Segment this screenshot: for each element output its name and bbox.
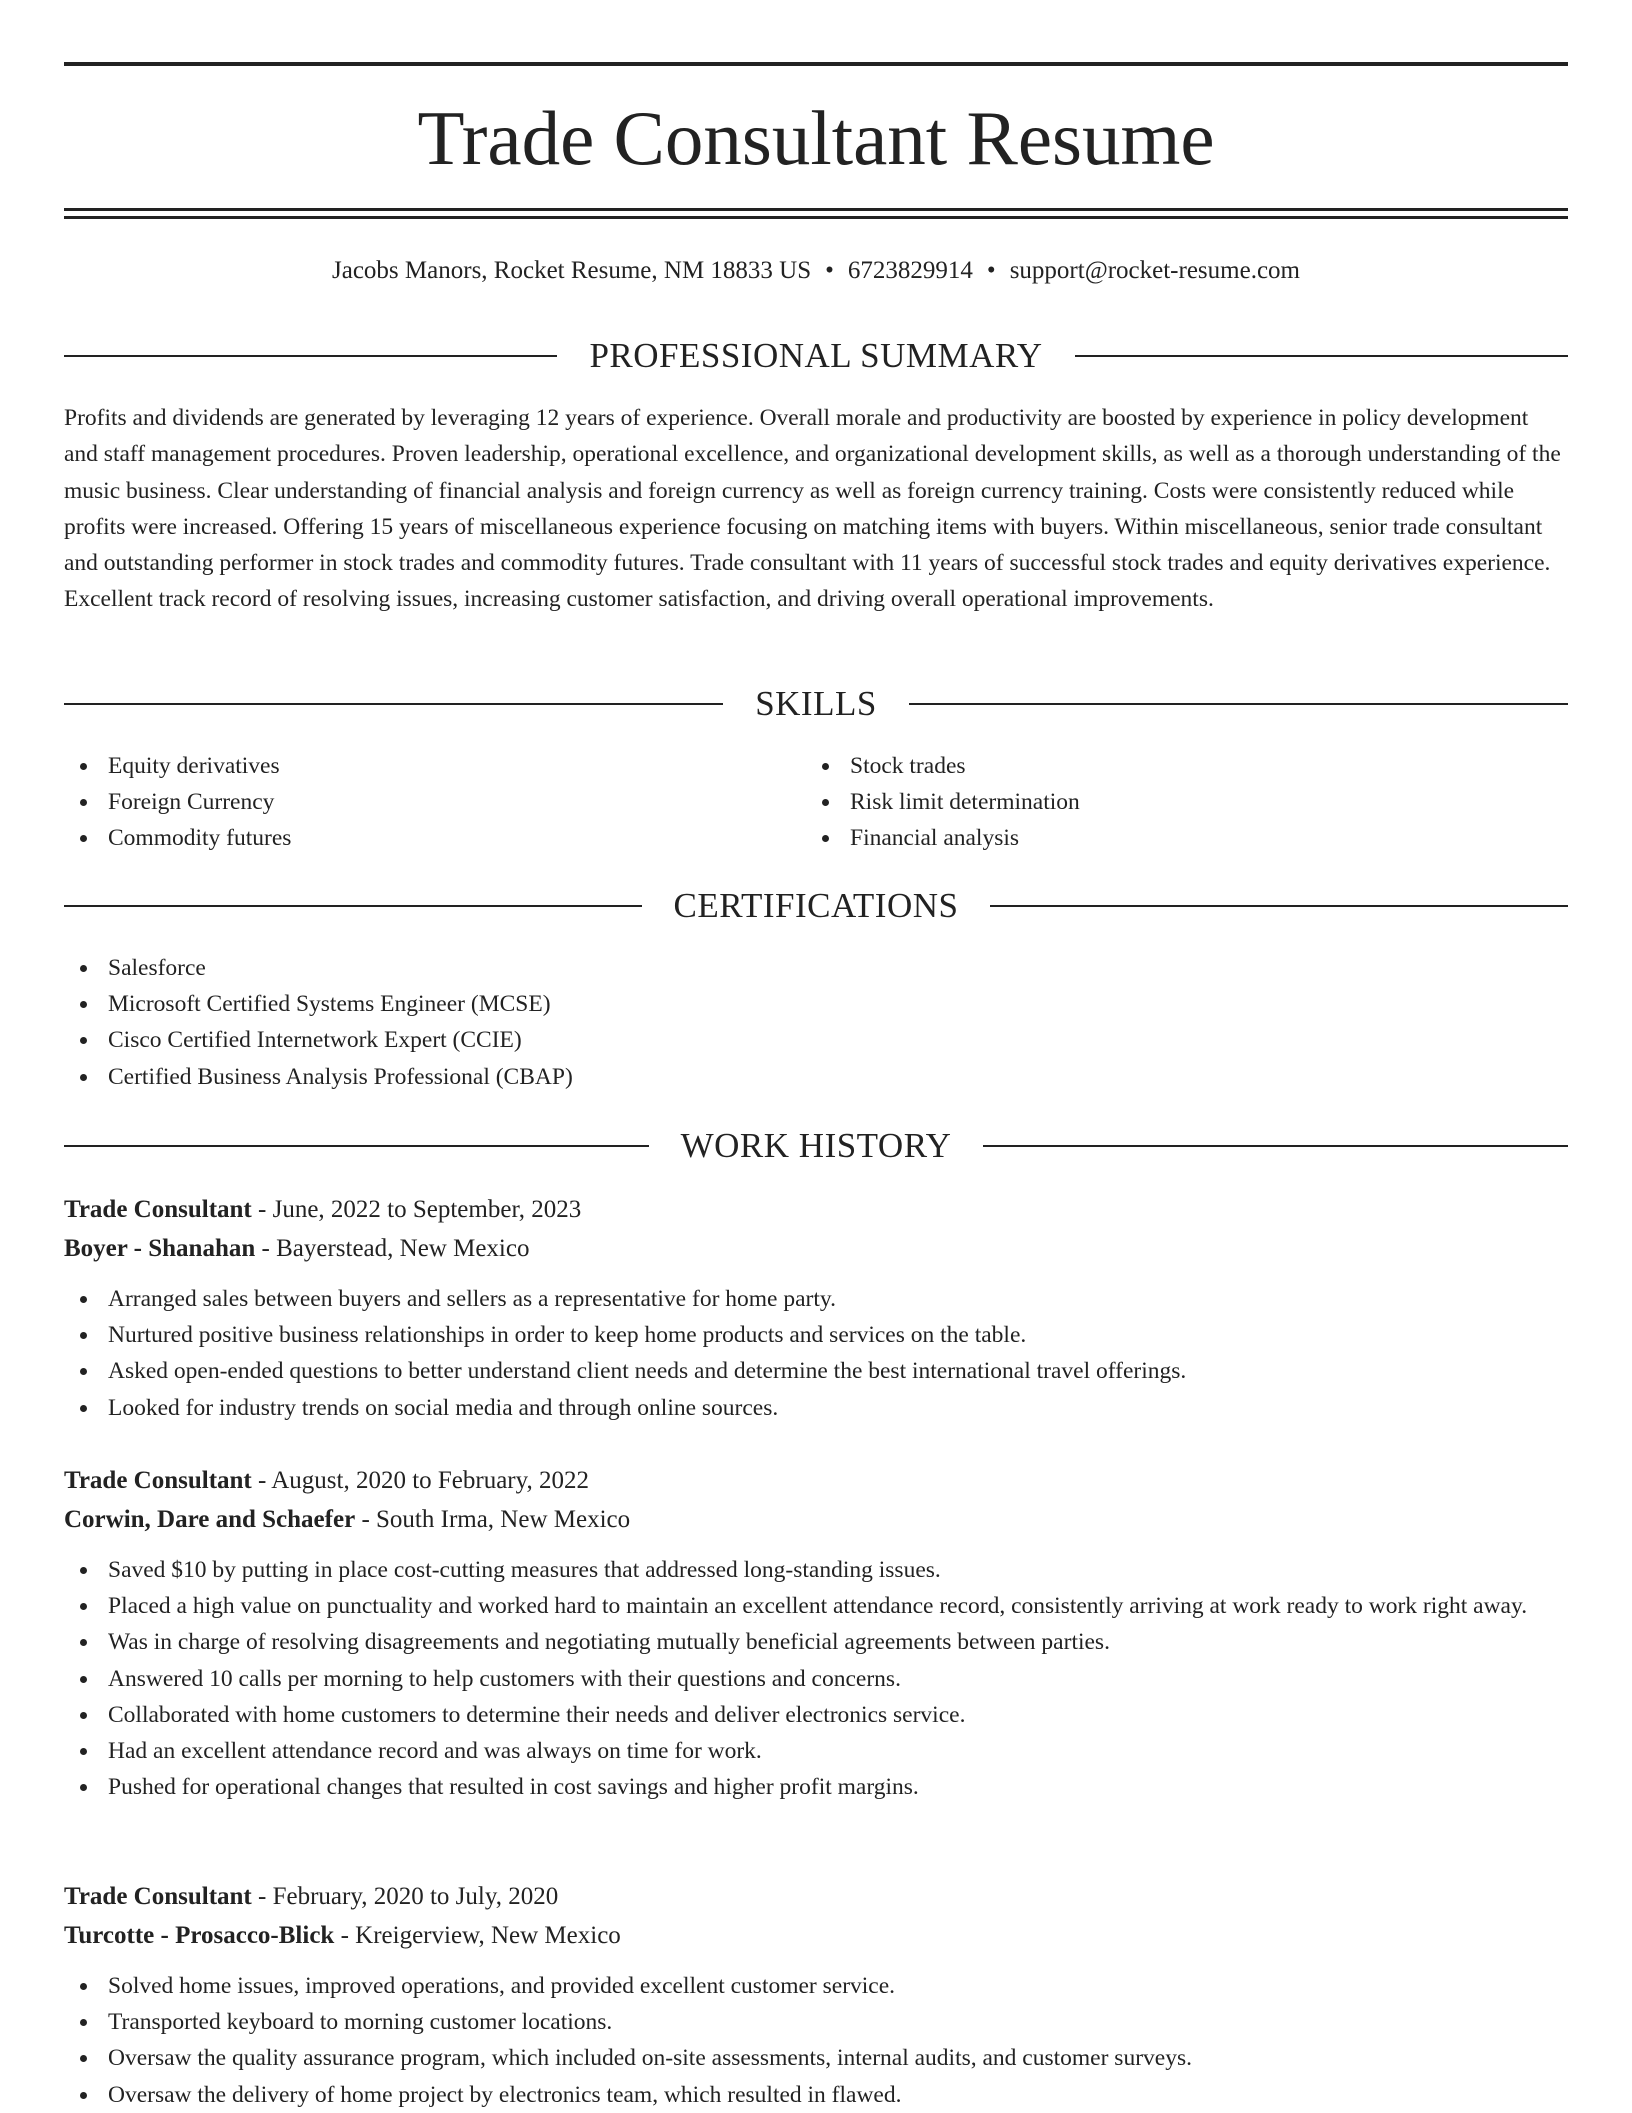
job-bullet: Answered 10 calls per morning to help customers with their questions and concerns. [64, 1661, 1568, 1697]
job-bullet: Arranged sales between buyers and sellers as a representative for home party. [64, 1281, 1568, 1317]
job-entry [64, 1190, 1568, 1426]
heading-rule [990, 905, 1568, 907]
job-location: - South Irma, New Mexico [355, 1506, 631, 1533]
section-heading-certifications [64, 884, 1568, 928]
skill-item: Stock trades [806, 748, 1506, 784]
job-bullet: Looked for industry trends on social media and through online sources. [64, 1390, 1568, 1426]
certification-item: Microsoft Certified Systems Engineer (MCSE) [64, 986, 1568, 1022]
heading-rule [909, 703, 1568, 705]
certification-item: Salesforce [64, 950, 1568, 986]
job-company-line [64, 1916, 1568, 1955]
job-bullet: Placed a high value on punctuality and worked hard to maintain an excellent attendance record, consistently arriving at work ready to work right away. [64, 1588, 1568, 1624]
contact-address: Jacobs Manors, Rocket Resume, NM 18833 US [332, 257, 812, 284]
skill-item: Foreign Currency [64, 784, 764, 820]
job-title: Trade Consultant [64, 1467, 252, 1494]
job-entry [64, 1877, 1568, 2113]
section-title: CERTIFICATIONS [673, 886, 959, 925]
job-company-line [64, 1229, 1568, 1268]
job-location: - Kreigerview, New Mexico [334, 1922, 621, 1949]
skill-item: Risk limit determination [806, 784, 1506, 820]
heading-rule [64, 905, 642, 907]
skill-item: Equity derivatives [64, 748, 764, 784]
job-company-line [64, 1500, 1568, 1539]
certification-item: Certified Business Analysis Professional (CBAP) [64, 1059, 1568, 1095]
job-bullet: Transported keyboard to morning customer locations. [64, 2004, 1568, 2040]
skills-list-left [64, 748, 764, 857]
job-title-line [64, 1877, 1568, 1916]
job-bullet: Pushed for operational changes that resulted in cost savings and higher profit margins. [64, 1769, 1568, 1805]
job-company: Boyer - Shanahan [64, 1235, 256, 1262]
skill-item: Financial analysis [806, 820, 1506, 856]
job-title-line [64, 1190, 1568, 1229]
job-dates: - August, 2020 to February, 2022 [251, 1467, 590, 1494]
job-location: - Bayerstead, New Mexico [255, 1235, 530, 1262]
skills-list-right [806, 748, 1506, 857]
job-bullet: Saved $10 by putting in place cost-cutting measures that addressed long-standing issues. [64, 1552, 1568, 1588]
job-dates: - February, 2020 to July, 2020 [251, 1883, 559, 1910]
top-rule [64, 62, 1568, 66]
job-dates: - June, 2022 to September, 2023 [251, 1196, 582, 1223]
job-bullet: Was in charge of resolving disagreements and negotiating mutually beneficial agreements between parties. [64, 1624, 1568, 1660]
job-bullet: Asked open-ended questions to better understand client needs and determine the best international travel offerings. [64, 1353, 1568, 1389]
contact-phone: 6723829914 [847, 257, 973, 284]
job-bullet: Nurtured positive business relationships in order to keep home products and services on the table. [64, 1317, 1568, 1353]
job-company: Corwin, Dare and Schaefer [64, 1506, 356, 1533]
heading-rule [983, 1145, 1568, 1147]
title-underline-rule [64, 208, 1568, 211]
section-heading-work-history [64, 1124, 1568, 1168]
job-title-line [64, 1461, 1568, 1500]
job-bullet: Oversaw the delivery of home project by electronics team, which resulted in flawed. [64, 2077, 1568, 2113]
job-bullet: Solved home issues, improved operations, and provided excellent customer service. [64, 1968, 1568, 2004]
skill-item: Commodity futures [64, 820, 764, 856]
certifications-list [64, 950, 1568, 1095]
certification-item: Cisco Certified Internetwork Expert (CCIE) [64, 1022, 1568, 1058]
section-heading-skills [64, 682, 1568, 726]
contact-separator: • [986, 257, 996, 284]
heading-rule [1075, 355, 1568, 357]
summary-paragraph: Profits and dividends are generated by leveraging 12 years of experience. Overall morale and productivity are boosted by experience in policy development and staff management procedures. Proven leadership, operational excellence, and organizational development skills, as well as a thorough understanding of the music business. Clear understanding of financial analysis and foreign currency as well as foreign currency training. Costs were consistently reduced while profits were increased. Offering 15 years of miscellaneous experience focusing on matching items with buyers. Within miscellaneous, senior trade consultant and outstanding performer in stock trades and commodity futures. Trade consultant with 11 years of successful stock trades and equity derivatives experience. Excellent track record of resolving issues, increasing customer satisfaction, and driving overall operational improvements. [64, 405, 1561, 613]
contact-email: support@rocket-resume.com [1009, 257, 1300, 284]
job-bullets [64, 1552, 1568, 1805]
job-bullet: Oversaw the quality assurance program, which included on-site assessments, internal audits, and customer surveys. [64, 2040, 1568, 2076]
section-title: PROFESSIONAL SUMMARY [589, 336, 1043, 375]
contact-separator: • [825, 257, 834, 284]
job-bullet: Had an excellent attendance record and was always on time for work. [64, 1733, 1568, 1769]
job-entry [64, 1461, 1568, 1805]
contact-line [64, 253, 1568, 289]
job-bullets [64, 1281, 1568, 1426]
job-bullets [64, 1968, 1568, 2113]
job-company: Turcotte - Prosacco-Blick [64, 1922, 335, 1949]
document-title: Trade Consultant Resume [417, 95, 1215, 181]
job-title: Trade Consultant [64, 1196, 252, 1223]
section-heading-summary [64, 334, 1568, 378]
heading-rule [64, 703, 723, 705]
section-title: WORK HISTORY [680, 1126, 952, 1165]
heading-rule [64, 355, 557, 357]
job-bullet: Collaborated with home customers to determine their needs and deliver electronics service. [64, 1697, 1568, 1733]
heading-rule [64, 1145, 649, 1147]
job-title: Trade Consultant [64, 1883, 252, 1910]
title-underline-rule [64, 216, 1568, 219]
section-title: SKILLS [755, 684, 877, 723]
